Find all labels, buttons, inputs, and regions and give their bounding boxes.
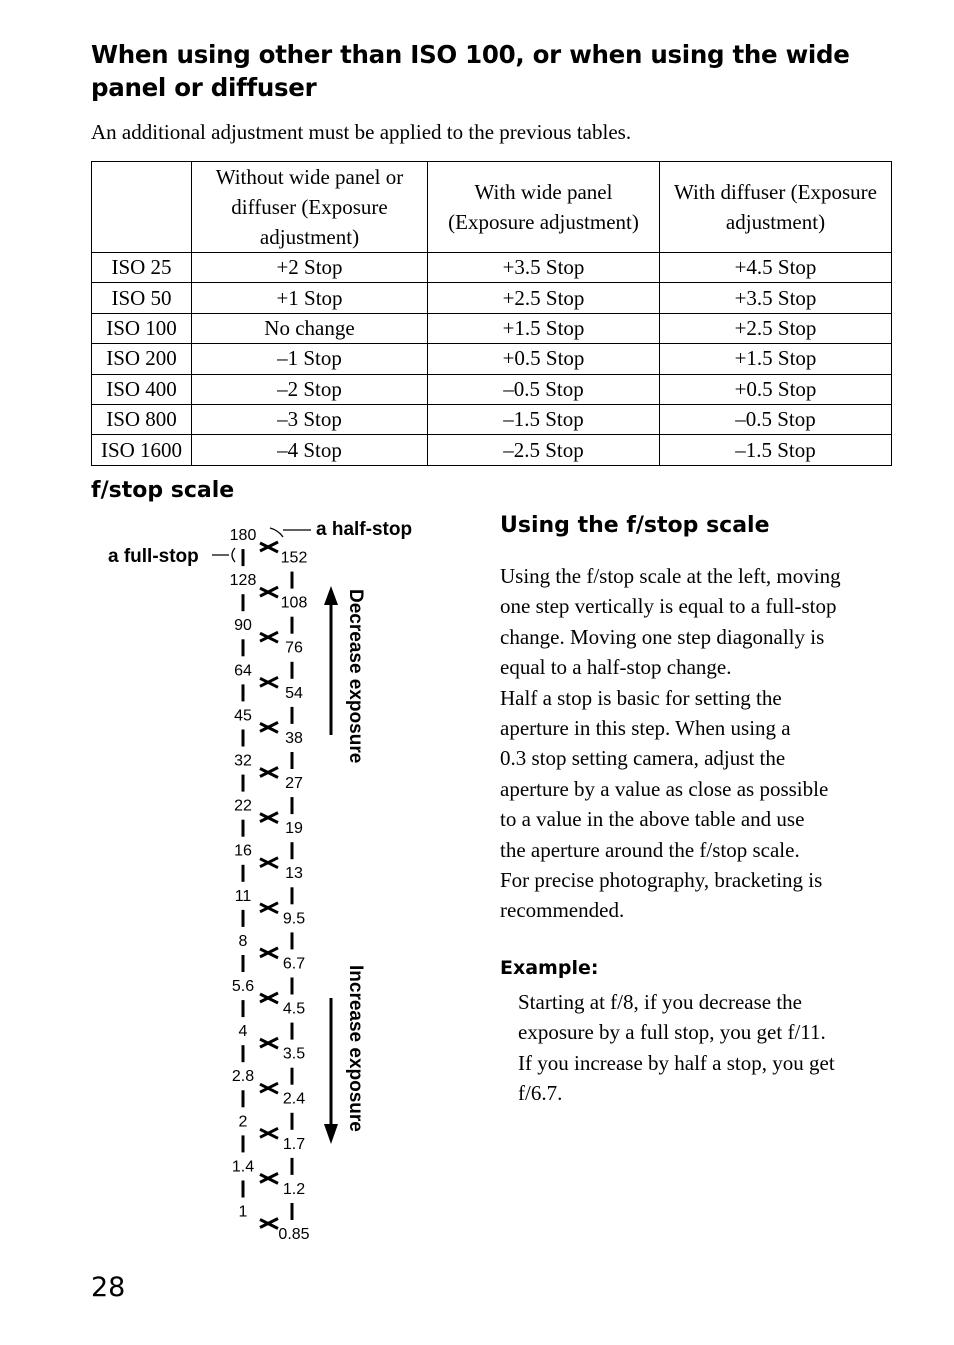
- header-wide-panel-text: With wide panel (Exposure adjustment): [448, 180, 639, 234]
- full-stop-value: 180: [229, 527, 257, 544]
- half-stop-value: 9.5: [282, 910, 306, 928]
- body-line: one step vertically is equal to a full-stop: [500, 594, 837, 619]
- half-stop-value: 27: [285, 775, 303, 792]
- table-cell: +1 Stop: [192, 283, 428, 313]
- table-cell: +0.5 Stop: [428, 344, 660, 374]
- increase-exposure-indicator: [324, 965, 366, 1144]
- using-fstop-title: Using the f/stop scale: [500, 513, 770, 538]
- decrease-exposure-indicator: [324, 586, 366, 763]
- full-stop-value: 5.6: [231, 978, 255, 995]
- body-line: For precise photography, bracketing is: [500, 868, 823, 893]
- half-stop-value: 1.2: [282, 1180, 306, 1198]
- table-cell: –2.5 Stop: [428, 435, 660, 465]
- header-without-text: Without wide panel or diffuser (Exposure adjustment): [215, 165, 404, 249]
- using-fstop-body: [500, 561, 900, 926]
- half-stop-bracket: [270, 528, 283, 537]
- table-cell: +2 Stop: [192, 253, 428, 283]
- increase-exposure-label: Increase exposure: [345, 965, 366, 1132]
- table-cell: ISO 50: [92, 283, 192, 313]
- decrease-exposure-label: Decrease exposure: [345, 589, 366, 764]
- table-cell: –0.5 Stop: [660, 404, 892, 434]
- full-stop-value: 32: [234, 752, 252, 770]
- full-stop-value: 8: [238, 932, 248, 950]
- full-stop-value: 64: [234, 662, 252, 680]
- full-stop-value: 2: [238, 1113, 248, 1131]
- full-stop-bracket: [232, 548, 235, 562]
- table-cell: ISO 200: [92, 344, 192, 374]
- table-cell: +3.5 Stop: [428, 253, 660, 283]
- body-line: aperture in this step. When using a: [500, 716, 791, 741]
- table-cell: ISO 800: [92, 404, 192, 434]
- table-cell: –1.5 Stop: [428, 404, 660, 434]
- full-stop-value: 1: [238, 1203, 248, 1221]
- full-stop-value: 16: [234, 842, 252, 860]
- table-cell: ISO 1600: [92, 435, 192, 465]
- example-label: Example:: [500, 957, 599, 979]
- example-line: f/6.7.: [518, 1081, 563, 1106]
- table-cell: +1.5 Stop: [428, 313, 660, 343]
- body-line: aperture by a value as close as possible: [500, 776, 829, 801]
- example-body: [518, 987, 898, 1109]
- half-stop-value: 19: [285, 820, 303, 838]
- full-stop-value: 45: [234, 707, 252, 725]
- section-heading: When using other than ISO 100, or when using the wide panel or diffuser: [91, 40, 850, 102]
- table-cell: No change: [192, 313, 428, 343]
- full-stop-value: 22: [234, 797, 252, 815]
- example-line: exposure by a full stop, you get f/11.: [518, 1020, 826, 1045]
- body-line: the aperture around the f/stop scale.: [500, 837, 800, 862]
- table-cell: +3.5 Stop: [660, 283, 892, 313]
- full-stop-value: 1.4: [231, 1158, 255, 1176]
- half-stop-value: 1.7: [282, 1135, 306, 1153]
- table-cell: ISO 400: [92, 374, 192, 404]
- body-line: Using the f/stop scale at the left, moving: [500, 564, 841, 588]
- down-arrowhead-icon: [324, 1124, 338, 1144]
- full-stop-value: 90: [234, 617, 252, 635]
- table-cell: ISO 100: [92, 313, 192, 343]
- half-stop-value: 108: [280, 594, 308, 612]
- half-stop-value: 38: [285, 729, 303, 747]
- half-stop-value: 0.85: [278, 1226, 310, 1243]
- table-cell: +0.5 Stop: [660, 374, 892, 404]
- half-stop-value: 3.5: [282, 1045, 306, 1063]
- table-cell: –1.5 Stop: [660, 435, 892, 465]
- body-line: 0.3 stop setting camera, adjust the: [500, 746, 786, 771]
- table-cell: +4.5 Stop: [660, 253, 892, 283]
- table-cell: ISO 25: [92, 253, 192, 283]
- half-stop-value: 2.4: [282, 1090, 306, 1108]
- body-line: to a value in the above table and use: [500, 807, 805, 832]
- header-diffuser-text: With diffuser (Exposure adjustment): [674, 180, 877, 234]
- half-stop-label: a half-stop: [316, 519, 413, 540]
- table-cell: –2 Stop: [192, 374, 428, 404]
- table-cell: –4 Stop: [192, 435, 428, 465]
- example-line: Starting at f/8, if you decrease the: [518, 990, 802, 1014]
- full-stop-value: 2.8: [231, 1068, 255, 1086]
- full-stop-value: 11: [234, 887, 252, 905]
- intro-text: An additional adjustment must be applied to the previous tables.: [91, 120, 632, 144]
- half-stop-value: 152: [280, 549, 308, 567]
- body-line: change. Moving one step diagonally is: [500, 624, 825, 649]
- half-stop-value: 4.5: [282, 1000, 306, 1018]
- body-line: recommended.: [500, 898, 625, 923]
- table-cell: +2.5 Stop: [660, 313, 892, 343]
- full-stop-value: 4: [238, 1023, 248, 1041]
- half-stop-value: 6.7: [282, 955, 306, 973]
- half-stop-value: 13: [285, 865, 303, 883]
- full-stop-label: a full-stop: [108, 546, 199, 567]
- up-arrowhead-icon: [324, 586, 338, 605]
- example-line: If you increase by half a stop, you get: [518, 1050, 835, 1075]
- table-cell: –1 Stop: [192, 344, 428, 374]
- table-cell: –0.5 Stop: [428, 374, 660, 404]
- fstop-scale-title: f/stop scale: [91, 478, 235, 503]
- half-stop-value: 54: [285, 684, 303, 702]
- full-stop-value: 128: [229, 572, 257, 590]
- half-stop-value: 76: [285, 639, 303, 657]
- body-line: equal to a half-stop change.: [500, 655, 732, 680]
- table-cell: –3 Stop: [192, 404, 428, 434]
- table-cell: +1.5 Stop: [660, 344, 892, 374]
- page-number: 28: [91, 1272, 126, 1303]
- fstop-scale-marks: [230, 527, 310, 1243]
- table-cell: +2.5 Stop: [428, 283, 660, 313]
- body-line: Half a stop is basic for setting the: [500, 685, 782, 710]
